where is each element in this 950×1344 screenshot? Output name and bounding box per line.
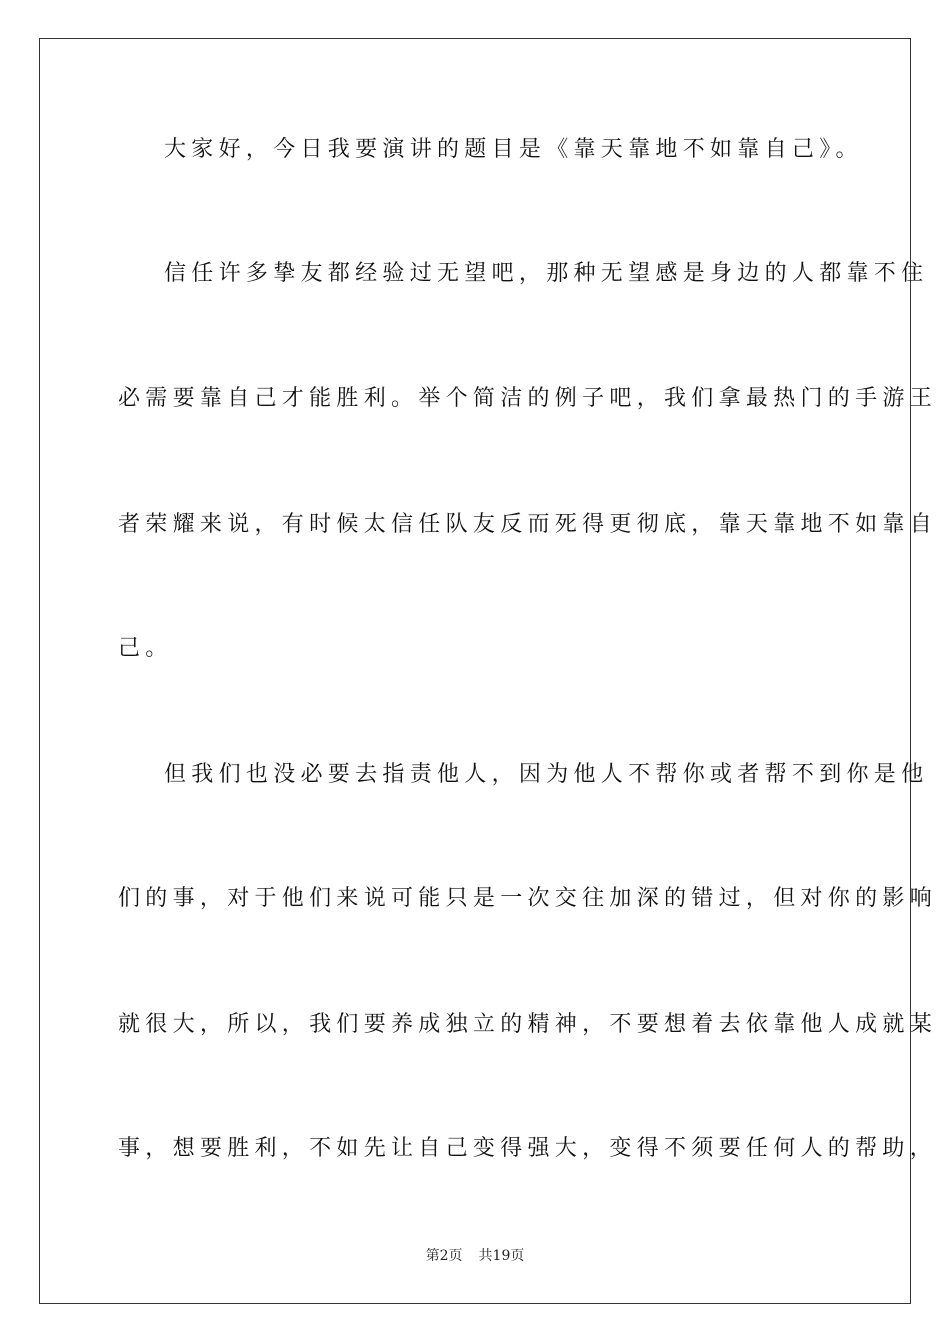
text-line-1: 大家好，今日我要演讲的题目是《靠天靠地不如靠自己》。 [164,137,863,162]
text-line-3: 必需要靠自己才能胜利。举个简洁的例子吧，我们拿最热门的手游王 [118,386,938,411]
text-line-7: 们的事，对于他们来说可能只是一次交往加深的错过，但对你的影响 [118,886,938,911]
page-frame [39,38,938,1304]
total-pages: 共19页 [478,1248,525,1264]
page-footer [0,1246,950,1266]
text-line-5: 己。 [118,636,173,661]
text-line-2: 信任许多挚友都经验过无望吧，那种无望感是身边的人都靠不住 [164,261,929,286]
text-line-4: 者荣耀来说，有时候太信任队友反而死得更彻底，靠天靠地不如靠自 [118,512,938,537]
text-line-6: 但我们也没必要去指责他人，因为他人不帮你或者帮不到你是他 [164,762,929,787]
page-number: 第2页 [425,1248,463,1264]
text-line-8: 就很大，所以，我们要养成独立的精神，不要想着去依靠他人成就某 [118,1012,938,1037]
text-line-9: 事，想要胜利，不如先让自己变得强大，变得不须要任何人的帮助， [118,1136,938,1161]
